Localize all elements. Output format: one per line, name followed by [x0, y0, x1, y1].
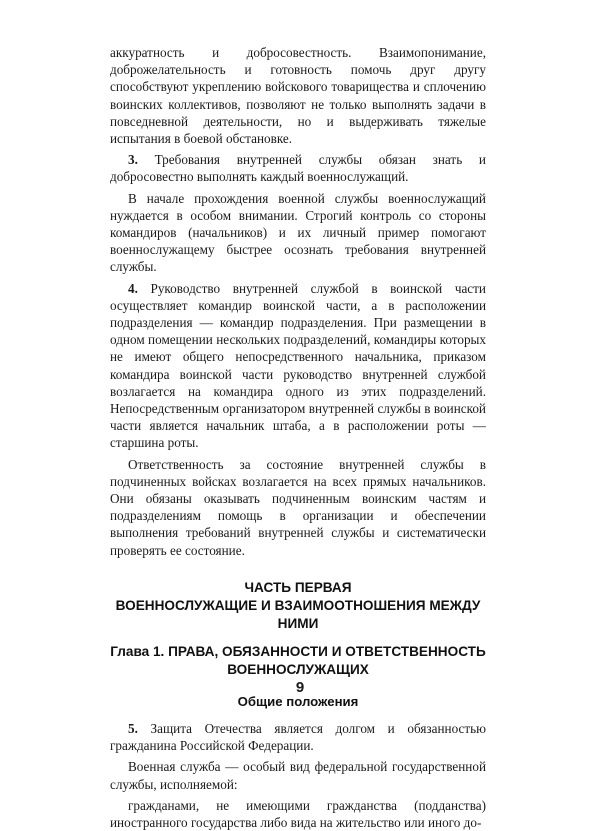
paragraph-3-note: В начале прохождения военной службы военнослужащий нуждается в особом внимании. Строгий контроль со стороны командиров (начальников) и их личный пример помогают военнослужащему быстрее осознать требования внутренней службы.	[110, 190, 486, 275]
paragraph-citizens: гражданами, не имеющими гражданства (подданства) иностранного государства либо вида на жительство или иного до-	[110, 797, 486, 830]
page-number: 9	[295, 679, 305, 696]
document-page	[110, 44, 486, 831]
item-number: 4.	[128, 280, 138, 296]
chapter-title-line1: Глава 1. ПРАВА, ОБЯЗАННОСТИ И ОТВЕТСТВЕННОСТЬ	[110, 643, 486, 659]
part-label: ЧАСТЬ ПЕРВАЯ	[244, 579, 352, 595]
paragraph-5: 5. Защита Отечества является долгом и обязанностью гражданина Российской Федерации.	[110, 720, 486, 754]
item-number: 5.	[128, 720, 138, 736]
section-heading: Общие положения	[237, 693, 359, 709]
paragraph-military-service: Военная служба — особый вид федеральной государственной службы, исполняемой:	[110, 759, 486, 792]
paragraph-3: 3. Требования внутренней службы обязан знать и добросовестно выполнять каждый военнослужащий.	[110, 152, 486, 185]
item-number: 3.	[128, 152, 138, 168]
paragraph-4: 4. Руководство внутренней службой в воинской части осуществляет командир воинской части, а в расположении подразделения — командир подразделения. При размещении в одном помещении нескольких подразделений, командиры которых не имеют общего непосредственного начальника, приказом командира воинской части руководство внутренней службой возлагается на командира одного из этих подразделений. Непосредственным организатором внутренней службы в воинской части является начальник штаба, а в расположении роты — старшина роты.	[110, 280, 486, 451]
part-title: ВОЕННОСЛУЖАЩИЕ И ВЗАИМООТНОШЕНИЯ МЕЖДУ НИМИ	[115, 597, 481, 631]
paragraph-continued: аккуратность и добросовестность. Взаимопонимание, доброжелательность и готовность помочь друг другу способствуют укреплению войскового товарищества и сплочению воинских коллективов, позволяют не только выполнять задачи в повседневной деятельности, но и выдерживать тяжелые испытания в боевой обстановке.	[110, 45, 486, 147]
paragraph-responsibility: Ответственность за состояние внутренней службы в подчиненных войсках возлагается на всех прямых начальников. Они обязаны оказывать подчиненным воинским частям и подразделениям помощь в организации и обеспечении выполнения требований внутренней службы и систематически проверять ее состояние.	[110, 456, 486, 558]
chapter-heading	[110, 643, 486, 679]
chapter-title-line2: ВОЕННОСЛУЖАЩИХ	[227, 661, 369, 677]
part-heading	[110, 579, 486, 633]
